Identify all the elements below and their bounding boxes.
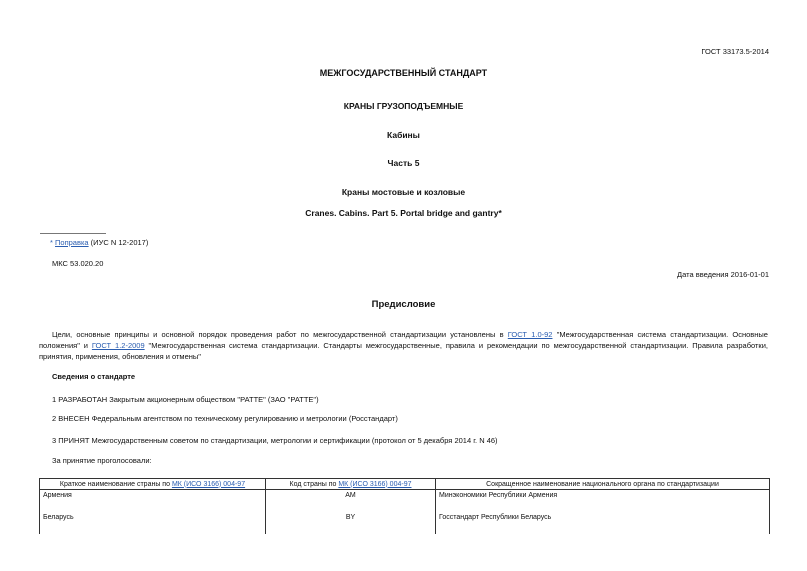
header-national-body [436, 479, 770, 490]
part-number-heading: Часть 5 [387, 158, 420, 168]
cell-body: Госстандарт Республики Беларусь [436, 512, 770, 534]
info-item-developed: 1 РАЗРАБОТАН Закрытым акционерным обществом "РАТТЕ" (ЗАО "РАТТЕ") [52, 395, 319, 404]
cell-code: AM [266, 490, 436, 512]
info-item-adopted: 3 ПРИНЯТ Межгосударственным советом по стандартизации, метрологии и сертификации (протокол от 5 декабря 2014 г. N 46) [52, 436, 498, 445]
part-name-heading: Кабины [387, 130, 420, 140]
footnote [50, 238, 148, 247]
footnote-divider [40, 233, 106, 234]
mks-code: МКС 53.020.20 [52, 259, 104, 268]
cell-country: Беларусь [40, 512, 266, 534]
header-national-body-text: Сокращенное наименование национального органа по стандартизации [486, 480, 719, 488]
mk-iso-link[interactable]: МК (ИСО 3166) 004-97 [338, 480, 412, 488]
cell-code: BY [266, 512, 436, 534]
english-title: Cranes. Cabins. Part 5. Portal bridge and gantry* [305, 208, 502, 218]
document-code: ГОСТ 33173.5-2014 [701, 47, 769, 56]
amendment-link[interactable]: Поправка [55, 238, 89, 247]
voting-countries-table [39, 478, 770, 534]
standard-heading: МЕЖГОСУДАРСТВЕННЫЙ СТАНДАРТ [319, 68, 488, 78]
footnote-star: * [50, 238, 53, 247]
introduction-date: Дата введения 2016-01-01 [677, 270, 769, 279]
footnote-text: (ИУС N 12-2017) [88, 238, 149, 247]
preface-title: Предисловие [371, 299, 436, 310]
preface-text-2: "Межгосударственная система стандартизации. Основные положения" и [39, 330, 768, 350]
table-row [40, 490, 770, 512]
header-country-name [40, 479, 266, 490]
table-header-row [40, 479, 770, 490]
info-item-voted: За принятие проголосовали: [52, 456, 152, 465]
info-item-submitted: 2 ВНЕСЕН Федеральным агентством по техническому регулированию и метрологии (Росстандарт) [52, 414, 398, 423]
subtitle-heading: Краны мостовые и козловые [341, 187, 466, 197]
header-country-code-text: Код страны по [289, 480, 339, 488]
header-country-code [266, 479, 436, 490]
cell-body: Минэкономики Республики Армения [436, 490, 770, 512]
standard-info-heading: Сведения о стандарте [52, 372, 136, 381]
preface-paragraph [39, 329, 768, 362]
cell-country: Армения [40, 490, 266, 512]
subject-heading: КРАНЫ ГРУЗОПОДЪЕМНЫЕ [343, 101, 464, 111]
gost-1-0-link[interactable]: ГОСТ 1.0-92 [507, 330, 553, 339]
mk-iso-link[interactable]: МК (ИСО 3166) 004-97 [171, 480, 246, 488]
preface-text-3: "Межгосударственная система стандартизации. Стандарты межгосударственные, правила и рекомендации по межгосударственной стандартизации. Правила разработки, принятия, применения, обновления и отмены" [39, 341, 768, 361]
header-country-name-text: Краткое наименование страны по [59, 480, 172, 488]
gost-1-2-link[interactable]: ГОСТ 1.2-2009 [91, 341, 145, 350]
preface-text-1: Цели, основные принципы и основной порядок проведения работ по межгосударственной стандартизации установлены в [52, 330, 508, 339]
table-row [40, 512, 770, 534]
